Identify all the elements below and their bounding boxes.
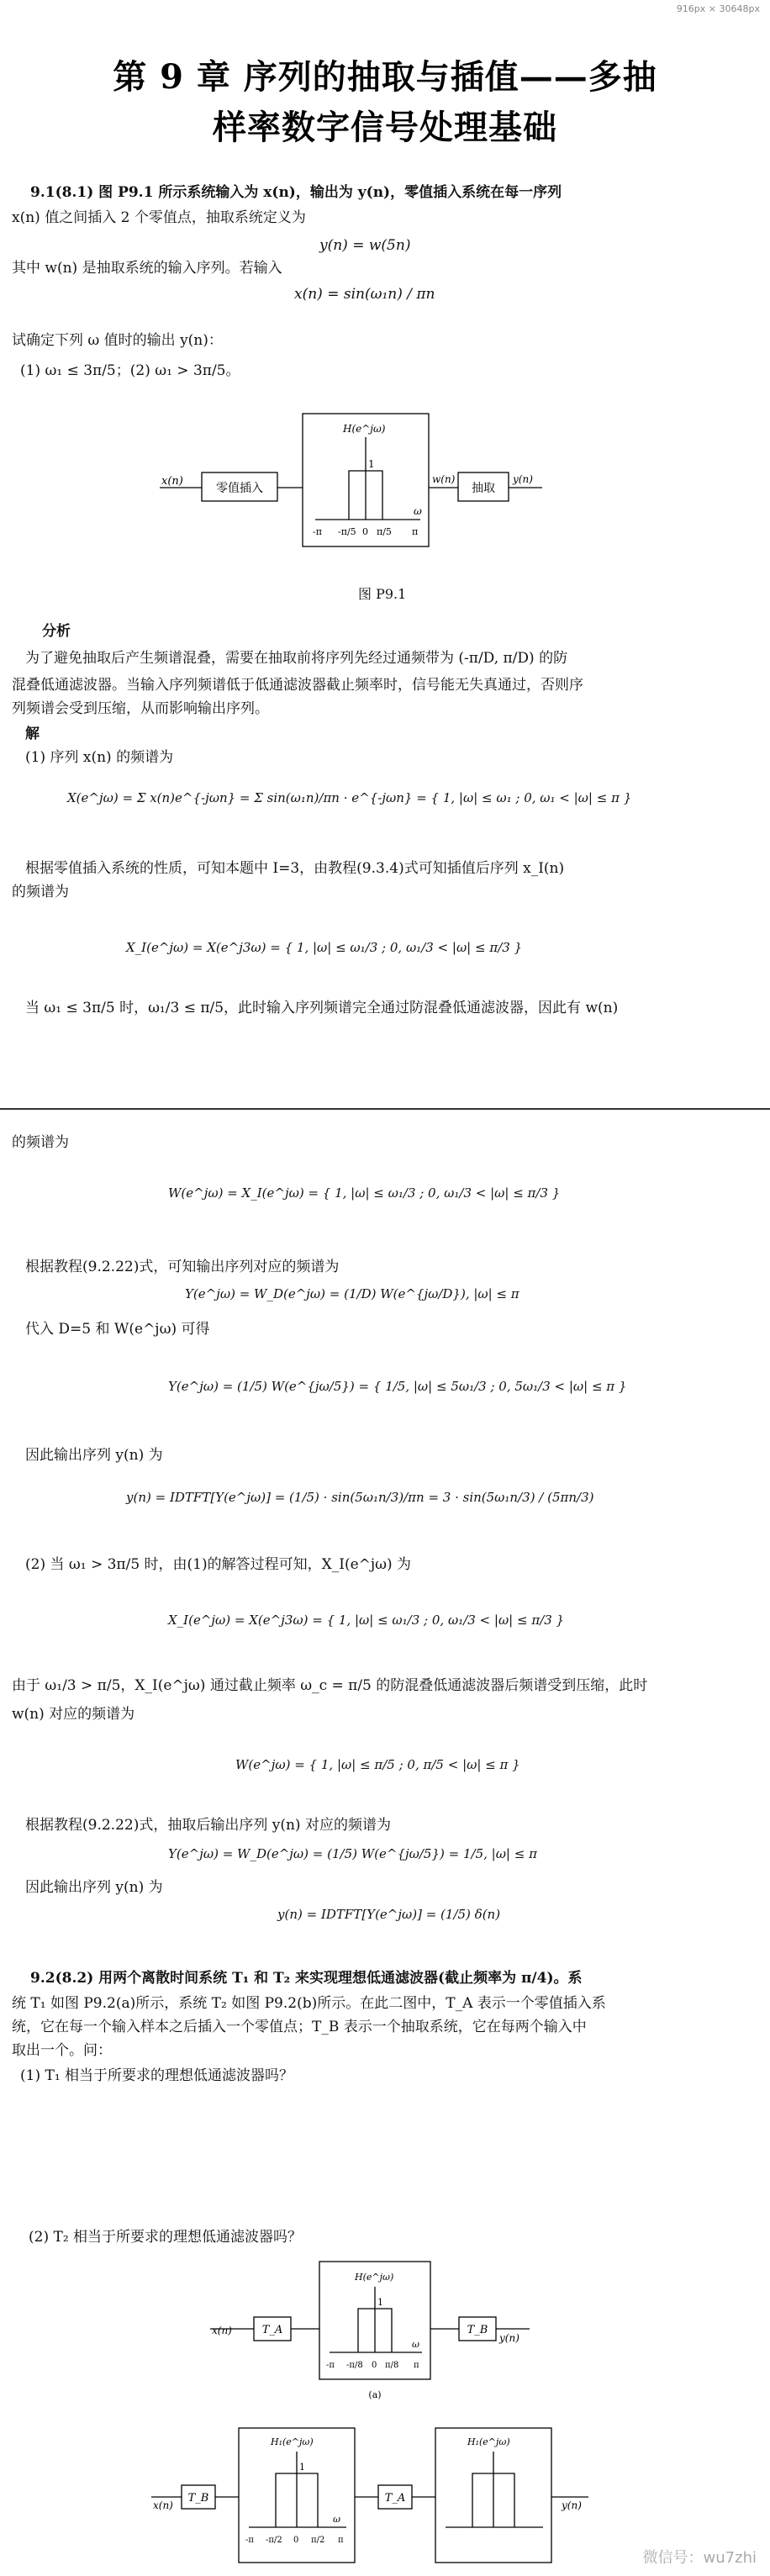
page-separator — [0, 1108, 770, 1110]
watermark-text: 微信号：wu7zhi — [642, 2549, 757, 2567]
fig2b-y-label: y(n) — [562, 2499, 582, 2511]
equation-input: x(n) = sin(ω₁n) / πn — [294, 286, 435, 303]
fig2a-y-label: y(n) — [499, 2332, 519, 2344]
fig2a-h-label: H(e^jω) — [355, 2272, 394, 2283]
fig2b-pi-label: π — [338, 2536, 344, 2545]
fig2b-neg-pi2-label: -π/2 — [266, 2536, 282, 2545]
problem-9-1-intro3: 其中 w(n) 是抽取系统的输入序列。若输入 — [12, 260, 282, 277]
fig2a-neg-pi-label: -π — [326, 2361, 335, 2370]
problem-9-1-cases: (1) ω₁ ≤ 3π/5；(2) ω₁ > 3π/5。 — [20, 362, 240, 379]
equation-W-spectrum: W(e^jω) = X_I(e^jω) = { 1, |ω| ≤ ω₁/3 ; 0, ω₁/3 < |ω| ≤ π/3 } — [168, 1185, 561, 1201]
fig1-zero-insert-label: 零值插入 — [216, 482, 263, 495]
problem-9-2-intro3: 统，它在每一个输入样本之后插入一个零值点；T_B 表示一个抽取系统，它在每两个输入中 — [12, 2019, 587, 2035]
problem-9-2-intro2: 统 T₁ 如图 P9.2(a)所示，系统 T₂ 如图 P9.2(b)所示。在此二图中，T_A 表示一个零值插入系 — [12, 1995, 606, 2012]
fig2a-pi-label: π — [414, 2361, 419, 2370]
fig1-pi-label: π — [412, 526, 419, 537]
equation-W2: W(e^jω) = { 1, |ω| ≤ π/5 ; 0, π/5 < |ω| ≤ π } — [235, 1757, 520, 1772]
equation-XI2: X_I(e^jω) = X(e^j3ω) = { 1, |ω| ≤ ω₁/3 ; 0, ω₁/3 < |ω| ≤ π/3 } — [168, 1613, 565, 1628]
fig2b-zero-label: 0 — [293, 2536, 299, 2545]
solution-step5: 的频谱为 — [12, 1134, 69, 1151]
equation-decimation-def: y(n) = w(5n) — [319, 237, 411, 254]
fig2b-tb-label: T_B — [187, 2492, 209, 2505]
equation-Y3: Y(e^jω) = W_D(e^jω) = (1/5) W(e^{jω/5}) = 1/5, |ω| ≤ π — [168, 1846, 537, 1861]
solution-step8: 因此输出序列 y(n) 为 — [25, 1447, 163, 1464]
page-size-label: 916px × 30648px — [676, 3, 760, 14]
fig2b-h2-label: H₁(e^jω) — [467, 2436, 510, 2447]
fig1-neg-pi5-label: -π/5 — [338, 526, 356, 537]
fig1-neg-pi-label: -π — [313, 526, 322, 537]
fig2a-omega-label: ω — [412, 2339, 419, 2350]
chapter-title-line2: 样率数字信号处理基础 — [213, 108, 557, 147]
problem-9-2-intro1: 9.2(8.2) 用两个离散时间系统 T₁ 和 T₂ 来实现理想低通滤波器(截止频率为 π/4)。系 — [30, 1970, 583, 1987]
figure-p9-1-caption: 图 P9.1 — [358, 586, 407, 602]
fig2b-x-label: x(n) — [153, 2499, 173, 2511]
fig2a-x-label: x(n) — [212, 2325, 232, 2336]
solution-step1: (1) 序列 x(n) 的频谱为 — [25, 749, 174, 766]
fig2b-pi2-label: π/2 — [311, 2536, 325, 2545]
solution-step4: 当 ω₁ ≤ 3π/5 时，ω₁/3 ≤ π/5，此时输入序列频谱完全通过防混叠低通滤波器，因此有 w(n) — [25, 1000, 619, 1016]
problem-9-2-intro4: 取出一个。问： — [12, 2042, 112, 2059]
fig2b-ta-label: T_A — [384, 2492, 406, 2505]
equation-y1: y(n) = IDTFT[Y(e^jω)] = (1/5) · sin(5ω₁n/3)/πn = 3 · sin(5ω₁n/3) / (5πn/3) — [126, 1490, 594, 1505]
problem-9-1-intro1: 9.1(8.1) 图 P9.1 所示系统输入为 x(n)，输出为 y(n)，零值插入系统在每一序列 — [30, 184, 562, 201]
fig2b-neg-pi-label: -π — [245, 2536, 254, 2545]
solution-title: 解 — [25, 726, 40, 742]
equation-X-spectrum: X(e^jω) = Σ x(n)e^{-jωn} = Σ sin(ω₁n)/πn · e^{-jωn} = { 1, |ω| ≤ ω₁ ; 0, ω₁ < |ω| ≤ π } — [67, 790, 632, 805]
fig2b-omega-label: ω — [333, 2514, 340, 2525]
fig1-omega-label: ω — [414, 505, 422, 517]
fig2a-one-label: 1 — [377, 2297, 383, 2308]
fig1-one-label: 1 — [368, 458, 375, 470]
problem-9-1-ask: 试确定下列 ω 值时的输出 y(n)： — [12, 332, 223, 349]
fig2a-neg-pi8-label: -π/8 — [346, 2361, 363, 2370]
chapter-title-line1: 第 9 章 序列的抽取与插值——多抽 — [113, 57, 657, 97]
equation-y2: y(n) = IDTFT[Y(e^jω)] = (1/5) δ(n) — [277, 1907, 501, 1922]
fig1-y-label: y(n) — [513, 473, 533, 485]
problem-9-2-question2: (2) T₂ 相当于所要求的理想低通滤波器吗？ — [29, 2229, 303, 2246]
figure-p9-1 — [151, 404, 555, 580]
fig2b-h1-label: H₁(e^jω) — [271, 2436, 314, 2447]
equation-XI-spectrum: X_I(e^jω) = X(e^j3ω) = { 1, |ω| ≤ ω₁/3 ; 0, ω₁/3 < |ω| ≤ π/3 } — [126, 940, 523, 955]
solution-step10: 由于 ω₁/3 > π/5，X_I(e^jω) 通过截止频率 ω_c = π/5 的防混叠低通滤波器后频谱受到压缩，此时 — [12, 1677, 648, 1694]
solution-step2: 根据零值插入系统的性质，可知本题中 I=3，由教程(9.3.4)式可知插值后序列 x_I(n) — [25, 860, 565, 877]
fig1-h-label: H(e^jω) — [343, 423, 386, 435]
analysis-title: 分析 — [42, 623, 71, 640]
equation-Y2: Y(e^jω) = (1/5) W(e^{jω/5}) = { 1/5, |ω| ≤ 5ω₁/3 ; 0, 5ω₁/3 < |ω| ≤ π } — [168, 1379, 627, 1394]
fig2a-pi8-label: π/8 — [385, 2361, 399, 2370]
solution-step9: (2) 当 ω₁ > 3π/5 时，由(1)的解答过程可知，X_I(e^jω) 为 — [25, 1556, 412, 1573]
figure-p9-2a — [210, 2253, 563, 2404]
problem-9-1-intro2: x(n) 值之间插入 2 个零值点，抽取系统定义为 — [12, 209, 306, 226]
solution-step11: w(n) 对应的频谱为 — [12, 1706, 135, 1723]
fig2b-one-label: 1 — [299, 2462, 305, 2473]
problem-9-2-question1: (1) T₁ 相当于所要求的理想低通滤波器吗？ — [20, 2067, 294, 2084]
fig1-zero-label: 0 — [362, 526, 368, 537]
fig2a-caption: (a) — [368, 2389, 382, 2400]
solution-step7: 代入 D=5 和 W(e^jω) 可得 — [25, 1321, 210, 1338]
solution-step13: 因此输出序列 y(n) 为 — [25, 1879, 163, 1896]
analysis-line1: 为了避免抽取后产生频谱混叠，需要在抽取前将序列先经过通频带为 (-π/D, π/D) 的防 — [25, 650, 568, 667]
fig1-w-label: w(n) — [432, 473, 456, 485]
fig2a-tb-label: T_B — [467, 2324, 488, 2336]
solution-step12: 根据教程(9.2.22)式，抽取后输出序列 y(n) 对应的频谱为 — [25, 1817, 391, 1834]
equation-Y1: Y(e^jω) = W_D(e^jω) = (1/D) W(e^{jω/D}), |ω| ≤ π — [185, 1286, 519, 1301]
analysis-line2: 混叠低通滤波器。当输入序列频谱低于低通滤波器截止频率时，信号能无失真通过，否则序 — [12, 677, 583, 694]
fig1-x-label: x(n) — [161, 475, 183, 488]
fig1-pi5-label: π/5 — [377, 526, 392, 537]
fig2a-zero-label: 0 — [372, 2361, 377, 2370]
figure-p9-2b — [151, 2421, 622, 2573]
solution-step6: 根据教程(9.2.22)式，可知输出序列对应的频谱为 — [25, 1259, 340, 1275]
fig2a-ta-label: T_A — [261, 2324, 283, 2336]
analysis-line3: 列频谱会受到压缩，从而影响输出序列。 — [12, 700, 269, 717]
solution-step3: 的频谱为 — [12, 884, 69, 900]
fig1-decimate-label: 抽取 — [472, 482, 495, 495]
